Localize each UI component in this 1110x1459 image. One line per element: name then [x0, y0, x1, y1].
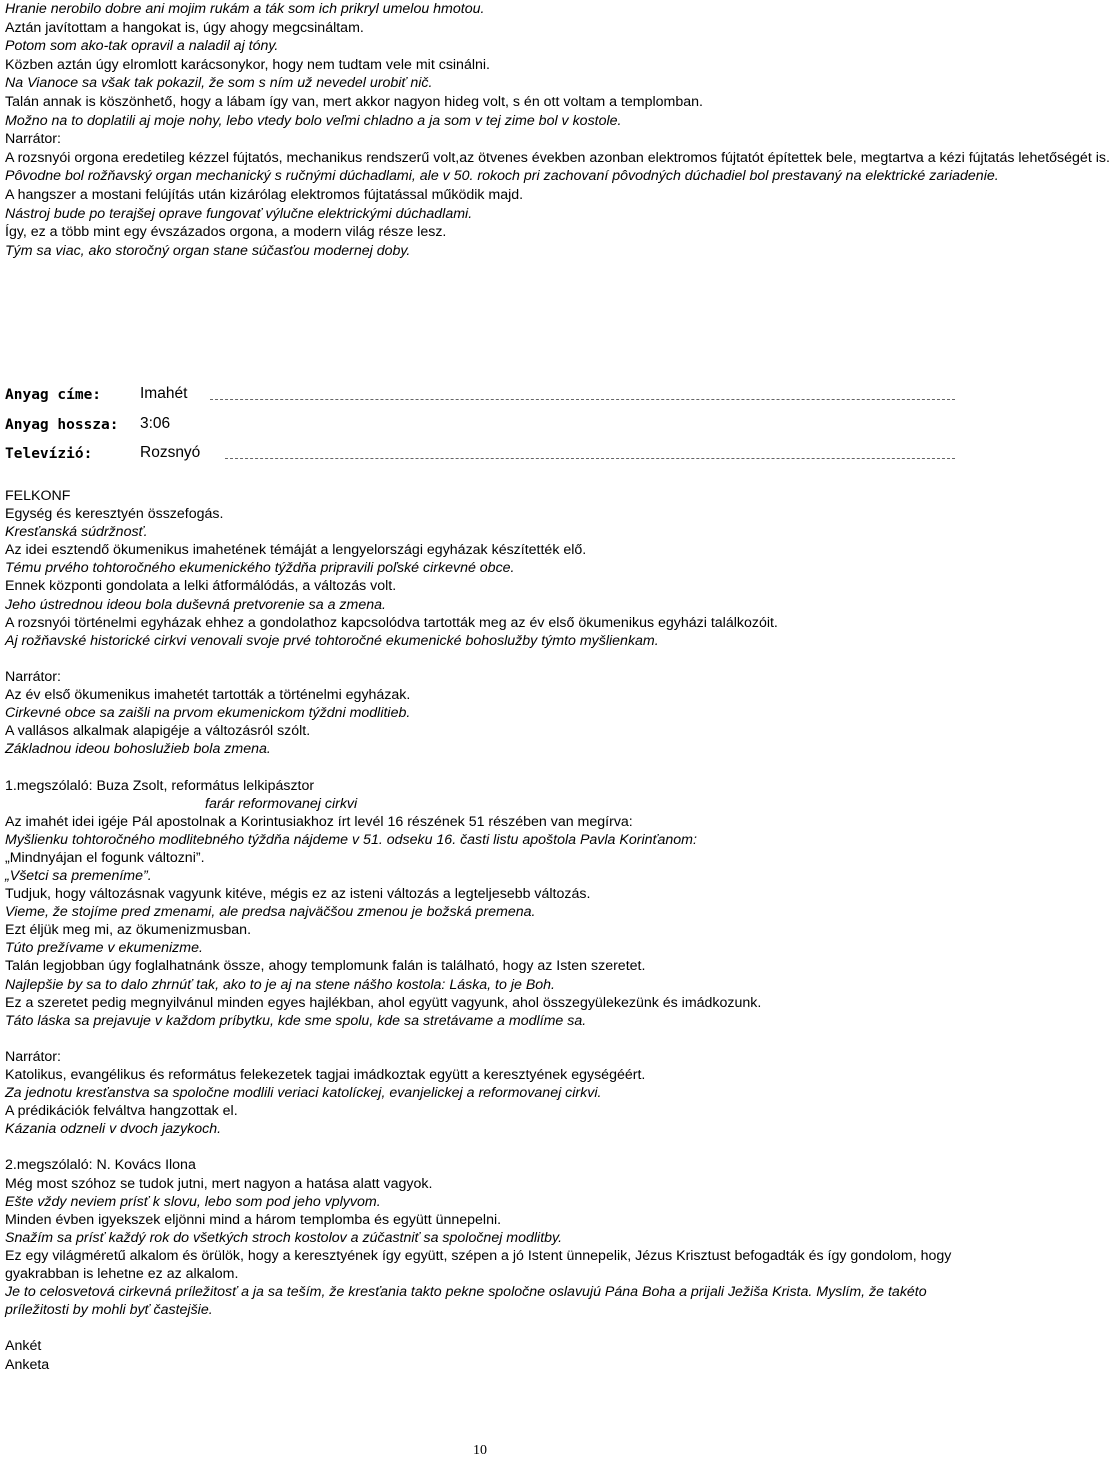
text-line: Myšlienku tohtoročného modlitebného týždňa nájdeme v 51. odseku 16. časti listu apoštola Pavla Korinťanom: [5, 831, 697, 848]
text-line: Vieme, že stojíme pred zmenami, ale predsa najväčšou zmenou je božská premena. [5, 904, 536, 921]
blank-line [5, 758, 955, 776]
text-line: Tým sa viac, ako storočný organ stane súčasťou modernej doby. [5, 242, 411, 259]
text-line: „Všetci sa premeníme”. [5, 867, 152, 884]
text-line: A rozsnyói orgona eredetileg kézzel fújtatós, mechanikus rendszerű volt,az ötvenes években azonban elektromos fújtatót építettek bele, megtartva a kézi fújtatás lehetőségét is. [5, 149, 1110, 166]
text-line: Az imahét idei igéje Pál apostolnak a Korintusiakhoz írt levél 16 részének 51 részében van megírva: [5, 813, 633, 830]
length-label: Anyag hossza: [5, 417, 119, 433]
text-line: A vallásos alkalmak alapigéje a változásról szólt. [5, 723, 311, 740]
text-line: Narrátor: [5, 668, 61, 685]
text-line: Minden évben igyekszek eljönni mind a három templomba és együtt ünnepelni. [5, 1211, 502, 1228]
text-line: Katolikus, evangélikus és református felekezetek tagjai imádkoztak együtt a keresztyének egységéért. [5, 1067, 646, 1083]
text-line: Talán legjobban úgy foglalhatnánk össze, ahogy templomunk falán is található, hogy az Isten szeretet. [5, 958, 646, 975]
text-line: Jeho ústrednou ideou bola duševná pretvorenie sa a zmena. [5, 596, 386, 613]
text-line: Na Vianoce sa však tak pokazil, že som s ním už nevedel urobiť nič. [5, 75, 433, 92]
text-line: Hranie nerobilo dobre ani mojim rukám a ták som ich prikryl umelou hmotou. [5, 1, 485, 17]
text-line: Možno na to doplatili aj moje nohy, lebo vtedy bolo veľmi chladno a ja som v tej zime bol v kostole. [5, 112, 622, 129]
meta-row-length [5, 409, 955, 435]
text-line: Kresťanská súdržnosť. [5, 524, 148, 541]
text-line: Túto prežívame v ekumenizme. [5, 940, 203, 957]
text-line: Je to celosvetová cirkevná príležitosť a ja sa teším, že kresťania takto pekne spoločne oslavujú Pána Boha a prijali Ježiša Krista. Myslím, že takéto príležitosti by mohli byť častejšie. [5, 1284, 927, 1319]
blank-line [5, 650, 955, 668]
text-line: Közben aztán úgy elromlott karácsonykor, hogy nem tudtam vele mit csinálni. [5, 56, 490, 73]
title-label: Anyag címe: [5, 387, 102, 403]
blank-line [5, 1030, 955, 1048]
text-line: Nástroj bude po terajšej oprave fungovať výlučne elektrickými dúchadlami. [5, 205, 473, 222]
page-number: 10 [473, 1443, 487, 1458]
text-line: Talán annak is köszönhető, hogy a lábam így van, mert akkor nagyon hideg volt, s én ott voltam a templomban. [5, 93, 703, 110]
text-line: Ennek központi gondolata a lelki átformálódás, a változás volt. [5, 578, 397, 595]
text-line: Snažím sa prísť každý rok do všetkých stroch kostolov a zúčastniť sa spoločnej modlitby. [5, 1229, 563, 1246]
text-line: Egység és keresztyén összefogás. [5, 506, 224, 523]
transcript-block-1 [5, 0, 1110, 260]
text-line: Aztán javítottam a hangokat is, úgy ahogy megcsináltam. [5, 19, 364, 36]
tv-divider [225, 458, 955, 459]
text-line: Az év első ökumenikus imahetét tartották a történelmi egyházak. [5, 687, 411, 704]
text-line: Aj rožňavské historické cirkvi venovali svoje prvé tohtoročné ekumenické bohoslužby týmto myšlienkam. [5, 632, 659, 649]
text-line: Kázania odzneli v dvoch jazykoch. [5, 1121, 222, 1138]
title-value: Imahét [140, 385, 188, 402]
text-line: A hangszer a mostani felújítás után kizárólag elektromos fújtatással működik majd. [5, 186, 524, 203]
meta-row-tv [5, 438, 955, 464]
text-line: Ez egy világméretű alkalom és örülök, hogy a keresztyének így együtt, szépen a jó Istent ünnepelik, Jézus Krisztust befogadták és így gondolom, hogy gyakrabban is lehetne ez az alkalom. [5, 1247, 952, 1283]
text-line: Za jednotu kresťanstva sa spoločne modlili veriaci katolíckej, evanjelickej a reformovanej cirkvi. [5, 1085, 602, 1102]
text-line: Narrátor: [5, 131, 61, 148]
text-line: Anketa [5, 1356, 50, 1373]
text-line: Még most szóhoz se tudok jutni, mert nagyon a hatása alatt vagyok. [5, 1175, 433, 1192]
text-line: A prédikációk felváltva hangzottak el. [5, 1103, 238, 1120]
text-line: Potom som ako-tak opravil a naladil aj tóny. [5, 38, 279, 55]
text-line: Ez a szeretet pedig megnyilvánul minden egyes hajlékban, ahol együtt vagyunk, ahol összegyülekezünk és imádkozunk. [5, 994, 762, 1011]
text-line: 1.megszólaló: Buza Zsolt, református lelkipásztor [5, 777, 315, 794]
text-line: Táto láska sa prejavuje v každom príbytku, kde sme spolu, kde sa stretávame a modlíme sa. [5, 1012, 587, 1029]
text-line: Narrátor: [5, 1048, 61, 1065]
text-line: Ešte vždy neviem prísť k slovu, lebo som pod jeho vplyvom. [5, 1193, 381, 1210]
length-value: 3:06 [140, 415, 171, 432]
text-line: „Mindnyájan el fogunk változni”. [5, 849, 205, 866]
text-line: 2.megszólaló: N. Kovács Ilona [5, 1157, 196, 1174]
text-line: Pôvodne bol rožňavský organ mechanický s ručnými dúchadlami, ale v 50. rokoch pri zachovaní pôvodných dúchadiel bol prestavaný na elektrické zariadenie. [5, 168, 999, 185]
title-divider [210, 399, 955, 400]
text-line: Így, ez a több mint egy évszázados orgona, a modern világ része lesz. [5, 224, 447, 241]
text-line: Az idei esztendő ökumenikus imahetének témáját a lengyelországi egyházak készítették elő. [5, 542, 587, 559]
text-line: Tudjuk, hogy változásnak vagyunk kitéve, mégis ez az isteni változás a legteljesebb változás. [5, 886, 591, 903]
transcript-block-2 [5, 487, 955, 1374]
text-line: Ankét [5, 1338, 42, 1355]
text-line: Ezt éljük meg mi, az ökumenizmusban. [5, 922, 252, 939]
text-line: Najlepšie by sa to dalo zhrnúť tak, ako to je aj na stene nášho kostola: Láska, to je Boh. [5, 976, 556, 993]
text-line: A rozsnyói történelmi egyházak ehhez a gondolathoz kapcsolódva tartották meg az év első ökumenikus egyházi találkozóit. [5, 614, 778, 631]
tv-value: Rozsnyó [140, 444, 201, 461]
meta-row-title [5, 379, 955, 405]
blank-line [5, 1319, 955, 1337]
text-line: Cirkevné obce sa zaišli na prvom ekumenickom týždni modlitieb. [5, 705, 411, 722]
text-line: Základnou ideou bohoslužieb bola zmena. [5, 741, 271, 758]
text-line: FELKONF [5, 488, 71, 504]
text-line: Tému prvého tohtoročného ekumenického týždňa pripravili poľské cirkevné obce. [5, 560, 515, 577]
text-line: farár reformovanej cirkvi [205, 795, 358, 812]
tv-label: Televízió: [5, 446, 93, 462]
blank-line [5, 1138, 955, 1156]
